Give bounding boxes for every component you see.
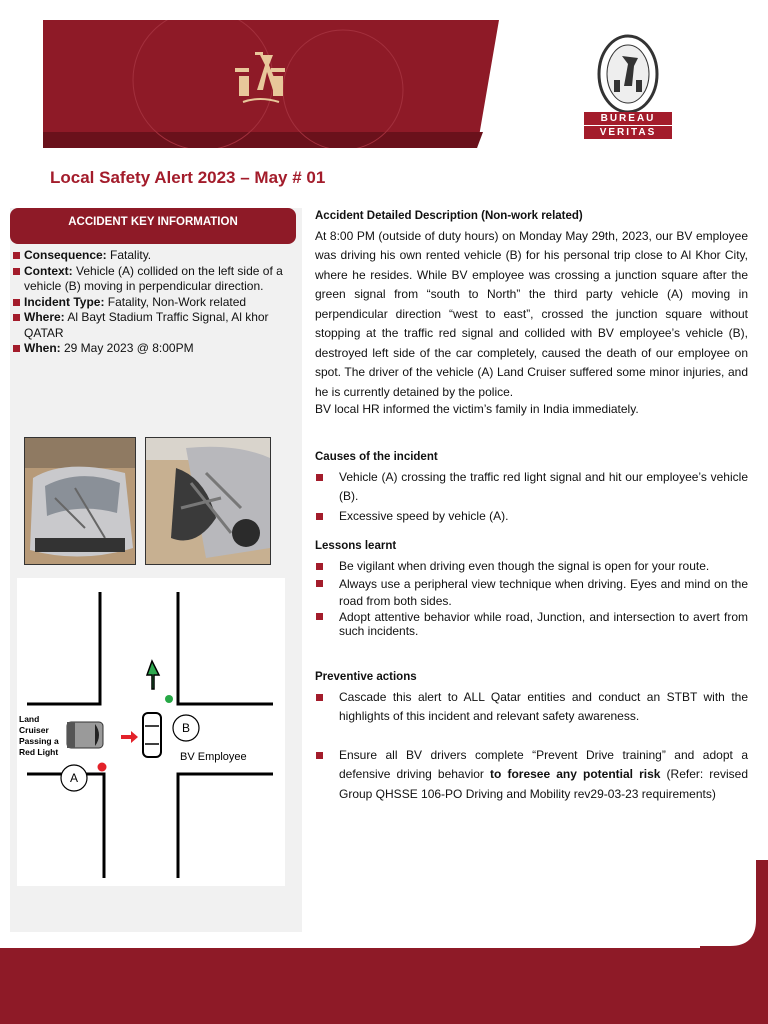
causes-section [315,448,748,526]
svg-text:Cruiser: Cruiser [19,725,49,735]
svg-text:Red Light: Red Light [19,747,59,757]
vehicle-a-icon [67,722,103,748]
description-section [315,207,748,416]
lessons-section [315,537,748,638]
list-item: Where: Al Bayt Stadium Traffic Signal, Al khor QATAR [12,310,298,341]
corner-curve [700,860,768,950]
arrow-up-icon [147,661,159,689]
list-item: Cascade this alert to ALL Qatar entities and conduct an STBT with the highlights of this incident and relevant safety awareness. [315,688,748,727]
description-body-2: BV local HR informed the victim’s family in India immediately. [315,402,639,416]
page-title: Local Safety Alert 2023 – May # 01 [50,168,326,187]
list-item: Context: Vehicle (A) collided on the left side of a vehicle (B) moving in perpendicular direction. [12,264,298,295]
bottom-band [0,948,768,1024]
list-item: Consequence: Fatality. [12,248,298,264]
crash-photo-front [24,437,136,565]
list-item: Vehicle (A) crossing the traffic red light signal and hit our employee’s vehicle (B). [315,468,748,507]
key-info-list [12,248,298,357]
causes-heading: Causes of the incident [315,451,438,463]
svg-text:Land: Land [19,714,40,724]
vehicle-b-icon [143,713,161,757]
list-item: Always use a peripheral view technique when driving. Eyes and mind on the road from both sides. [315,576,748,610]
description-heading: Accident Detailed Description (Non-work related) [315,210,583,222]
accident-diagram [17,578,285,886]
preventive-heading: Preventive actions [315,671,417,683]
svg-text:Passing a: Passing a [19,736,59,746]
vehicle-b-label: B [181,721,191,735]
list-item: Be vigilant when driving even though the signal is open for your route. [315,557,748,577]
header-banner [43,20,499,148]
crash-photo-side [145,437,271,565]
list-item: Incident Type: Fatality, Non-Work related [12,295,298,311]
logo-word-veritas: VERITAS [584,126,672,139]
list-item: Excessive speed by vehicle (A). [315,507,748,527]
arrow-right-icon [121,731,138,743]
list-item: Adopt attentive behavior while road, Junction, and intersection to avert from such incidents. [315,610,748,638]
lessons-heading: Lessons learnt [315,540,397,552]
bv-employee-label: BV Employee [180,751,247,763]
key-info-heading: ACCIDENT KEY INFORMATION [10,208,296,244]
logo-word-bureau: BUREAU [584,112,672,125]
description-body: At 8:00 PM (outside of duty hours) on Monday May 29th, 2023, our BV employee was driving his own rented vehicle (B) for his personal trip close to Al Khor City, where he resides. While BV employee was crossing a junction square after the green signal from “south to North” the third party vehicle (A) moving in perpendicular direction “west to east”, crossed the junction square without stopping at the traffic red signal and collided with BV employee’s vehicle (B), destroyed left side of the car completely, caused the death of our employee on spot. The driver of the vehicle (A) Land Cruiser suffered some minor injuries, and he is currently detained by the police. [315,228,748,399]
list-item: When: 29 May 2023 @ 8:00PM [12,341,298,357]
land-cruiser-label [19,714,59,757]
preventive-section [315,668,748,804]
vehicle-a-label: A [69,771,79,785]
list-item: Ensure all BV drivers complete “Prevent Drive training” and adopt a defensive driving behavior to foresee any potential risk (Refer: revised Group QHSSE 106-PO Driving and Mobility rev29-03-23 requirements) [315,746,748,805]
